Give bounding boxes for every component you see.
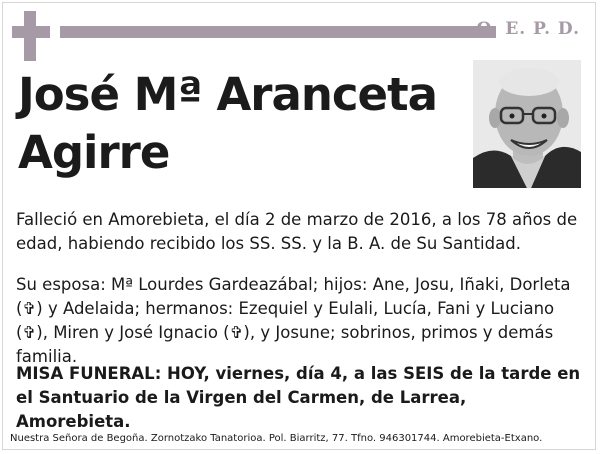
cross-horizontal-bar — [12, 26, 50, 38]
qepd-label: Q. E. P. D. — [476, 19, 580, 39]
latin-cross-icon — [12, 11, 50, 61]
family-paragraph: Su esposa: Mª Lourdes Gardeazábal; hijos: Ane, Josu, Iñaki, Dorleta (✞) y Adelaida; hermanos: Ezequiel y Eulali, Lucía, Fani y Luciano (✞), Miren y José Ignacio (✞), y Josune; sobrinos, primos y demás familia. — [16, 275, 571, 366]
header-rule — [60, 26, 496, 38]
death-notice-paragraph: Falleció en Amorebieta, el día 2 de marzo de 2016, a los 78 años de edad, habiendo recibido los SS. SS. y la B. A. de Su Santidad. — [16, 210, 578, 253]
portrait-illustration — [473, 60, 581, 188]
deceased-name-line2: Agirre — [18, 126, 170, 179]
portrait-photo — [473, 60, 581, 188]
deceased-name-line1: José Mª Aranceta — [18, 68, 437, 121]
deceased-name — [18, 66, 458, 182]
funeral-home-footer: Nuestra Señora de Begoña. Zornotzako Tanatorioa. Pol. Biarritz, 77. Tfno. 946301744. Amorebieta-Etxano. — [10, 433, 543, 444]
funeral-mass-paragraph: MISA FUNERAL: HOY, viernes, día 4, a las SEIS de la tarde en el Santuario de la Virgen del Carmen, de Larrea, Amorebieta. — [16, 364, 581, 431]
